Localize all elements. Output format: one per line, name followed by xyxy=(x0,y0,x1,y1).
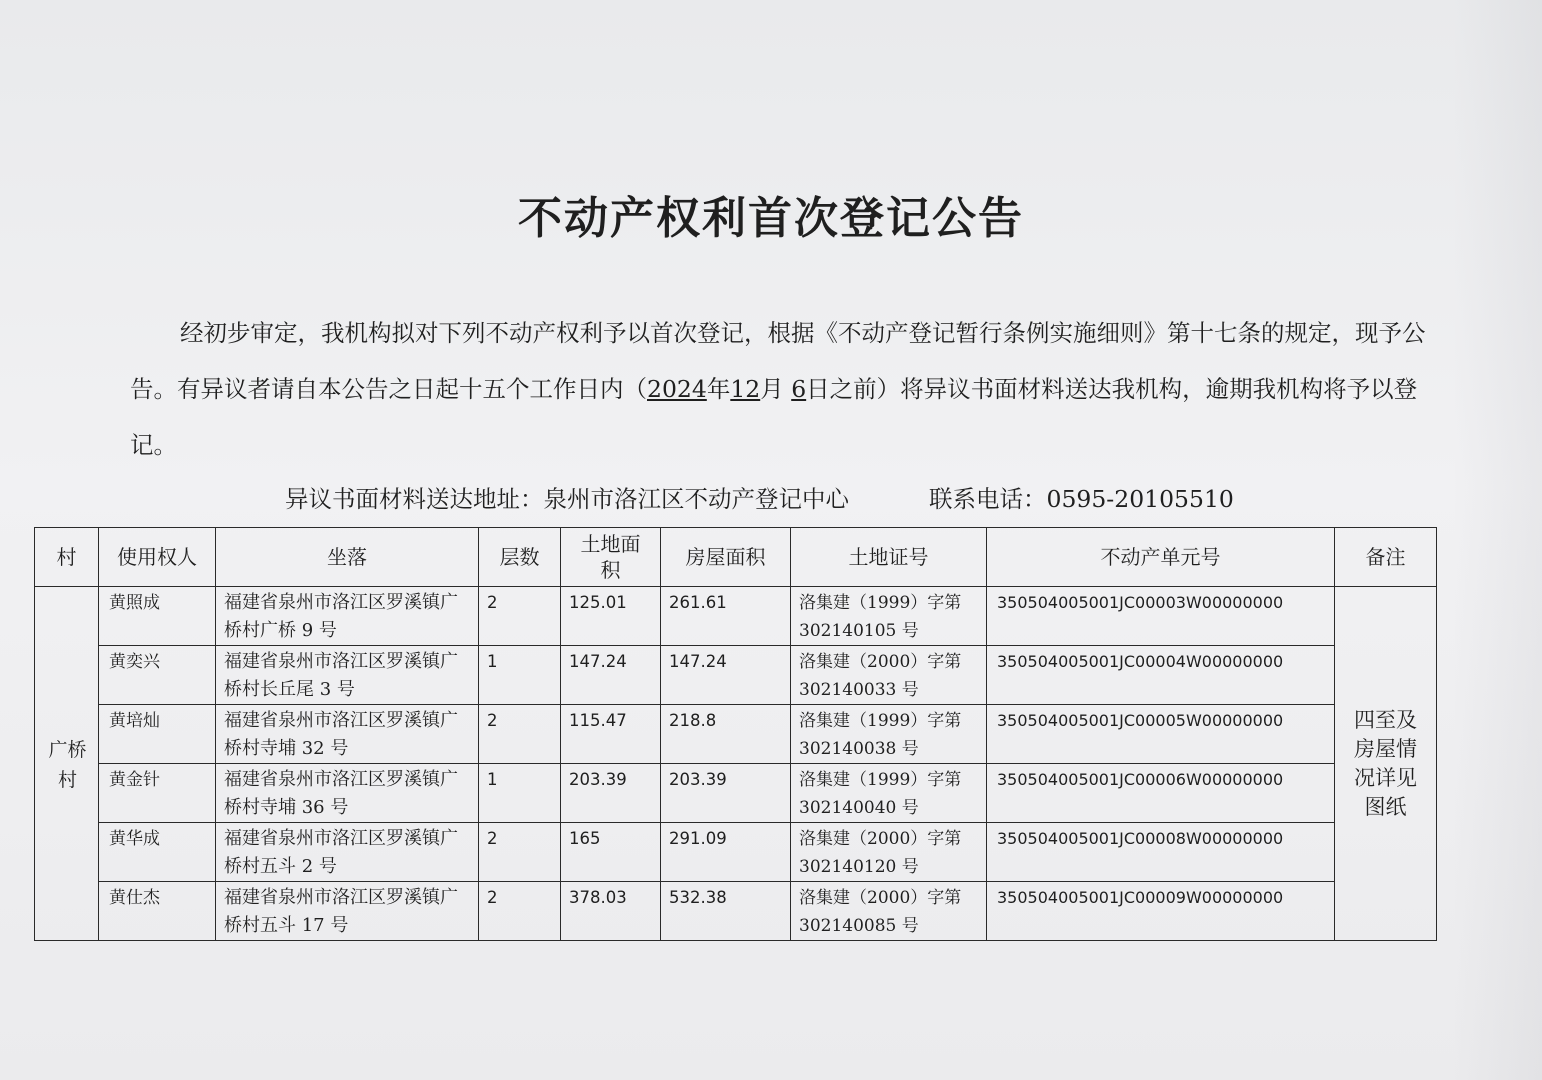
table-body xyxy=(35,587,1437,941)
floors-cell: 2 xyxy=(479,882,561,941)
header-village: 村 xyxy=(35,528,99,587)
land-cert-cell: 洛集建（1999）字第 302140038 号 xyxy=(791,705,987,764)
table-row xyxy=(35,882,1437,941)
deadline-year-unit: 年 xyxy=(706,375,731,403)
floors-cell: 1 xyxy=(479,764,561,823)
floors-cell: 2 xyxy=(479,705,561,764)
floors-cell: 2 xyxy=(479,823,561,882)
land-area-cell: 378.03 xyxy=(561,882,661,941)
notice-paragraph-start: 经初步审定，我机构拟对下列不动产权利予以首次登记，根据《不动产登记暂行条例实施细则》第十七条的规定，现予公告。有异议者请自本公告之日起十五个工作日内（ xyxy=(130,319,1426,403)
land-cert-cell: 洛集建（2000）字第 302140033 号 xyxy=(791,646,987,705)
unit-no-cell: 350504005001JC00009W00000000 xyxy=(987,882,1335,941)
table-row xyxy=(35,823,1437,882)
deadline-month: 12 xyxy=(730,375,761,403)
floors-cell: 2 xyxy=(479,587,561,646)
owner-cell: 黄照成 xyxy=(99,587,216,646)
notice-paragraph xyxy=(130,305,1430,473)
village-cell: 广桥村 xyxy=(35,587,99,941)
house-area-cell: 203.39 xyxy=(661,764,791,823)
header-owner: 使用权人 xyxy=(99,528,216,587)
owner-cell: 黄金针 xyxy=(99,764,216,823)
unit-no-cell: 350504005001JC00005W00000000 xyxy=(987,705,1335,764)
deadline-day: 6 xyxy=(791,375,807,403)
deadline-year: 2024 xyxy=(647,375,707,403)
land-area-cell: 165 xyxy=(561,823,661,882)
contact-phone: 联系电话：0595-20105510 xyxy=(929,485,1234,513)
header-floors: 层数 xyxy=(479,528,561,587)
table-row xyxy=(35,705,1437,764)
floors-cell: 1 xyxy=(479,646,561,705)
land-area-cell: 147.24 xyxy=(561,646,661,705)
header-land-cert: 土地证号 xyxy=(791,528,987,587)
house-area-cell: 218.8 xyxy=(661,705,791,764)
contact-line xyxy=(285,480,1485,514)
header-note: 备注 xyxy=(1335,528,1437,587)
page-edge-shadow xyxy=(1452,0,1542,1080)
owner-cell: 黄华成 xyxy=(99,823,216,882)
owner-cell: 黄仕杰 xyxy=(99,882,216,941)
table-row xyxy=(35,587,1437,646)
header-location: 坐落 xyxy=(216,528,479,587)
location-cell: 福建省泉州市洛江区罗溪镇广桥村长丘尾 3 号 xyxy=(216,646,479,705)
deadline-month-unit: 月 xyxy=(760,375,784,403)
header-land-area: 土地面积 xyxy=(561,528,661,587)
registration-table xyxy=(34,527,1437,941)
land-cert-cell: 洛集建（1999）字第 302140105 号 xyxy=(791,587,987,646)
note-cell: 四至及房屋情况详见图纸 xyxy=(1335,587,1437,941)
location-cell: 福建省泉州市洛江区罗溪镇广桥村五斗 17 号 xyxy=(216,882,479,941)
house-area-cell: 532.38 xyxy=(661,882,791,941)
land-area-cell: 203.39 xyxy=(561,764,661,823)
unit-no-cell: 350504005001JC00008W00000000 xyxy=(987,823,1335,882)
objection-address: 异议书面材料送达地址：泉州市洛江区不动产登记中心 xyxy=(285,485,849,513)
header-unit-no: 不动产单元号 xyxy=(987,528,1335,587)
header-house-area: 房屋面积 xyxy=(661,528,791,587)
owner-cell: 黄培灿 xyxy=(99,705,216,764)
notice-title: 不动产权利首次登记公告 xyxy=(518,193,1024,244)
location-cell: 福建省泉州市洛江区罗溪镇广桥村广桥 9 号 xyxy=(216,587,479,646)
notice-body xyxy=(130,305,1430,473)
house-area-cell: 147.24 xyxy=(661,646,791,705)
location-cell: 福建省泉州市洛江区罗溪镇广桥村五斗 2 号 xyxy=(216,823,479,882)
land-cert-cell: 洛集建（2000）字第 302140120 号 xyxy=(791,823,987,882)
table-header-row xyxy=(35,528,1437,587)
house-area-cell: 291.09 xyxy=(661,823,791,882)
land-area-cell: 115.47 xyxy=(561,705,661,764)
table-row xyxy=(35,764,1437,823)
location-cell: 福建省泉州市洛江区罗溪镇广桥村寺埔 32 号 xyxy=(216,705,479,764)
land-area-cell: 125.01 xyxy=(561,587,661,646)
unit-no-cell: 350504005001JC00006W00000000 xyxy=(987,764,1335,823)
house-area-cell: 261.61 xyxy=(661,587,791,646)
land-cert-cell: 洛集建（2000）字第 302140085 号 xyxy=(791,882,987,941)
unit-no-cell: 350504005001JC00003W00000000 xyxy=(987,587,1335,646)
location-cell: 福建省泉州市洛江区罗溪镇广桥村寺埔 36 号 xyxy=(216,764,479,823)
table-row xyxy=(35,646,1437,705)
land-cert-cell: 洛集建（1999）字第 302140040 号 xyxy=(791,764,987,823)
owner-cell: 黄奕兴 xyxy=(99,646,216,705)
notice-paragraph-end: 日之前）将异议书面材料送达我机构，逾期我机构将予以登记。 xyxy=(130,375,1418,459)
unit-no-cell: 350504005001JC00004W00000000 xyxy=(987,646,1335,705)
